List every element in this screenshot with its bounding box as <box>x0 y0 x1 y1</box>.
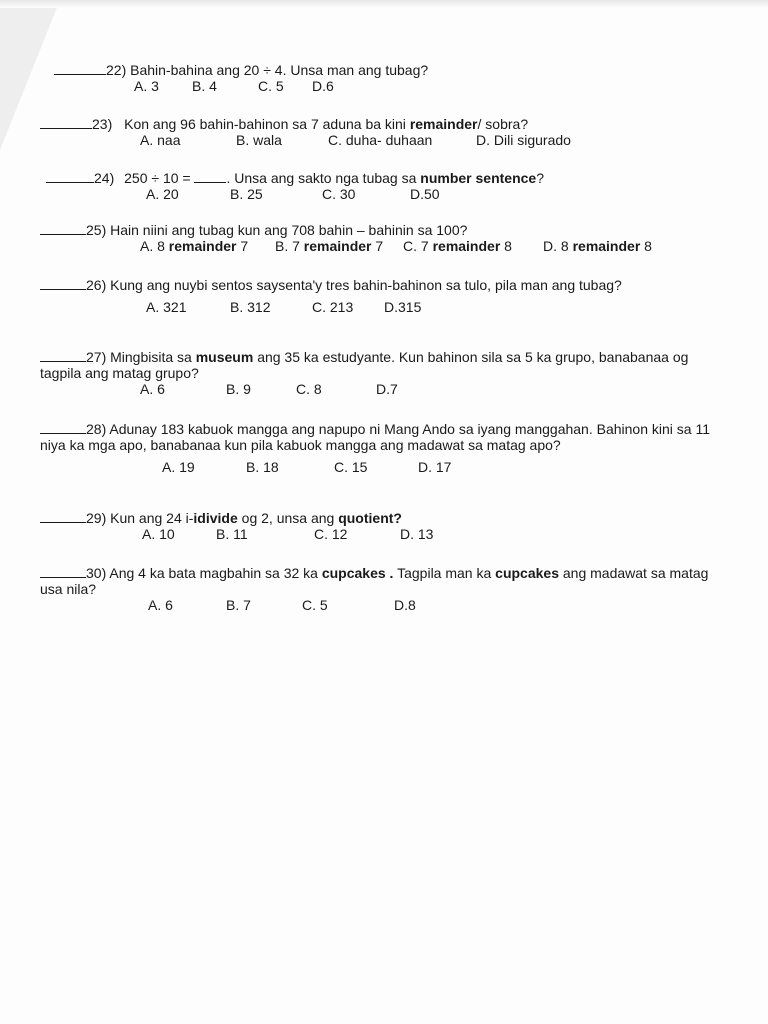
question-27 <box>40 349 730 397</box>
option-b[interactable]: B. wala <box>236 132 282 148</box>
question-stem <box>40 421 730 453</box>
options-row <box>40 78 730 94</box>
question-29 <box>40 510 730 542</box>
question-26 <box>40 277 730 315</box>
question-keyword: cupcakes . <box>321 565 394 581</box>
answer-blank[interactable] <box>54 62 106 75</box>
answer-blank[interactable] <box>46 170 94 183</box>
options-row <box>40 238 730 254</box>
question-text-mid: og 2, unsa ang <box>241 510 335 526</box>
option-b[interactable]: B. 25 <box>230 186 263 202</box>
question-stem <box>40 116 730 132</box>
option-a-value: 7 <box>240 238 249 254</box>
question-text: Hain niini ang tubag kun ang 708 bahin – bahinin sa 100? <box>110 222 468 238</box>
answer-blank[interactable] <box>40 421 86 434</box>
question-stem <box>40 277 730 293</box>
question-text-end: / sobra? <box>477 116 529 132</box>
question-stem <box>40 222 730 238</box>
options-row <box>40 132 730 148</box>
paper-top-edge <box>0 0 768 8</box>
answer-blank[interactable] <box>40 222 86 235</box>
option-c[interactable]: C. 15 <box>334 459 368 475</box>
question-stem <box>40 62 730 78</box>
option-d[interactable] <box>543 238 652 254</box>
question-text-end: ang 35 ka estudyante. Kun bahinon sila sa 5 ka grupo, banabanaa og tagpila ang matag grupo? <box>40 349 689 381</box>
option-b[interactable] <box>275 238 403 254</box>
question-25 <box>40 222 730 254</box>
question-number: 24) <box>94 170 115 186</box>
question-text: Kun ang 24 i- <box>110 510 194 526</box>
question-stem <box>40 349 730 381</box>
option-b[interactable]: B. 11 <box>216 526 248 542</box>
option-b[interactable]: B. 18 <box>246 459 279 475</box>
question-number: 25) <box>86 222 107 238</box>
option-d[interactable]: D.7 <box>376 381 398 397</box>
option-c[interactable]: C. 8 <box>296 381 322 397</box>
question-text-mid: Tagpila man ka <box>397 565 492 581</box>
answer-blank[interactable] <box>40 565 86 578</box>
question-keyword-2: quotient? <box>338 510 402 526</box>
options-row <box>40 299 730 315</box>
option-a[interactable]: A. 3 <box>134 78 159 94</box>
option-d[interactable]: D. 13 <box>400 526 434 542</box>
answer-blank[interactable] <box>40 349 86 362</box>
option-c-value: 8 <box>504 238 512 254</box>
option-a[interactable]: A. 321 <box>146 299 187 315</box>
question-text-end: ? <box>536 170 545 186</box>
question-text: 250 ÷ 10 = <box>124 170 191 186</box>
option-c[interactable] <box>403 238 543 254</box>
option-a[interactable]: A. 20 <box>146 186 179 202</box>
option-d-value: 8 <box>644 238 652 254</box>
question-number: 22) <box>106 62 127 78</box>
option-b[interactable]: B. 9 <box>226 381 251 397</box>
option-b-text: B. 7 <box>275 238 300 254</box>
option-a[interactable]: A. 19 <box>162 459 195 475</box>
option-a-keyword: remainder <box>168 238 237 254</box>
answer-blank[interactable] <box>40 116 92 129</box>
option-a[interactable]: A. 6 <box>148 597 173 613</box>
option-c-text: C. 7 <box>403 238 429 254</box>
question-text: Mingbisita sa <box>110 349 192 365</box>
answer-blank[interactable] <box>40 277 86 290</box>
option-d[interactable]: D.6 <box>312 78 334 94</box>
option-c[interactable]: C. 5 <box>302 597 328 613</box>
options-row <box>40 381 730 397</box>
question-text: Kung ang nuybi sentos saysenta'y tres bahin-bahinon sa tulo, pila man ang tubag? <box>110 277 622 293</box>
question-keyword: museum <box>195 349 254 365</box>
question-text: Bahin-bahina ang 20 ÷ 4. Unsa man ang tubag? <box>130 62 429 78</box>
question-text: Adunay 183 kabuok mangga ang napupo ni Mang Ando sa iyang manggahan. Bahinon kini sa 11 niya ka mga apo, banabanaa kun pila kabuok mangga ang madawat sa matag apo? <box>40 421 710 453</box>
question-text-mid: . Unsa ang sakto nga tubag sa <box>226 170 417 186</box>
option-d-keyword: remainder <box>572 238 641 254</box>
option-d[interactable]: D. Dili sigurado <box>476 132 571 148</box>
question-number: 23) <box>92 116 113 132</box>
question-text: Kon ang 96 bahin-bahinon sa 7 aduna ba kini <box>124 116 406 132</box>
option-b-keyword: remainder <box>303 238 372 254</box>
question-number: 30) <box>86 565 107 581</box>
equation-blank[interactable] <box>194 170 226 183</box>
question-number: 26) <box>86 277 107 293</box>
options-row <box>40 459 730 475</box>
question-keyword: idivide <box>193 510 238 526</box>
question-stem <box>40 565 730 597</box>
question-stem <box>40 170 730 186</box>
option-c[interactable]: C. 213 <box>312 299 354 315</box>
option-d-text: D. 8 <box>543 238 569 254</box>
option-b[interactable]: B. 7 <box>226 597 251 613</box>
question-text-end: ang madawat sa matag usa nila? <box>40 565 709 597</box>
options-row <box>40 597 730 613</box>
options-row <box>40 526 730 542</box>
option-d[interactable]: D.8 <box>394 597 416 613</box>
question-keyword: remainder <box>409 116 478 132</box>
option-d[interactable]: D.315 <box>384 299 422 315</box>
question-24 <box>40 170 730 202</box>
question-23 <box>40 116 730 148</box>
options-row <box>40 186 730 202</box>
option-c[interactable]: C. 12 <box>314 526 348 542</box>
option-b[interactable]: B. 4 <box>192 78 217 94</box>
option-a[interactable]: A. naa <box>140 132 181 148</box>
option-a[interactable]: A. 10 <box>142 526 175 542</box>
question-text: Ang 4 ka bata magbahin sa 32 ka <box>109 565 318 581</box>
question-number: 28) <box>86 421 107 437</box>
question-number: 29) <box>86 510 107 526</box>
question-keyword-2: cupcakes <box>495 565 559 581</box>
question-22 <box>40 62 730 94</box>
question-30 <box>40 565 730 613</box>
question-stem <box>40 510 730 526</box>
question-28 <box>40 421 730 475</box>
option-c[interactable]: C. duha- duhaan <box>328 132 433 148</box>
answer-blank[interactable] <box>40 510 86 523</box>
question-number: 27) <box>86 349 107 365</box>
option-b-value: 7 <box>375 238 384 254</box>
option-d[interactable]: D. 17 <box>418 459 452 475</box>
option-c-keyword: remainder <box>432 238 501 254</box>
option-a[interactable] <box>140 238 275 254</box>
question-keyword: number sentence <box>420 170 537 186</box>
option-c[interactable]: C. 30 <box>322 186 356 202</box>
option-b[interactable]: B. 312 <box>230 299 271 315</box>
option-a-text: A. 8 <box>140 238 165 254</box>
option-d[interactable]: D.50 <box>410 186 440 202</box>
option-a[interactable]: A. 6 <box>140 381 165 397</box>
option-c[interactable]: C. 5 <box>258 78 284 94</box>
